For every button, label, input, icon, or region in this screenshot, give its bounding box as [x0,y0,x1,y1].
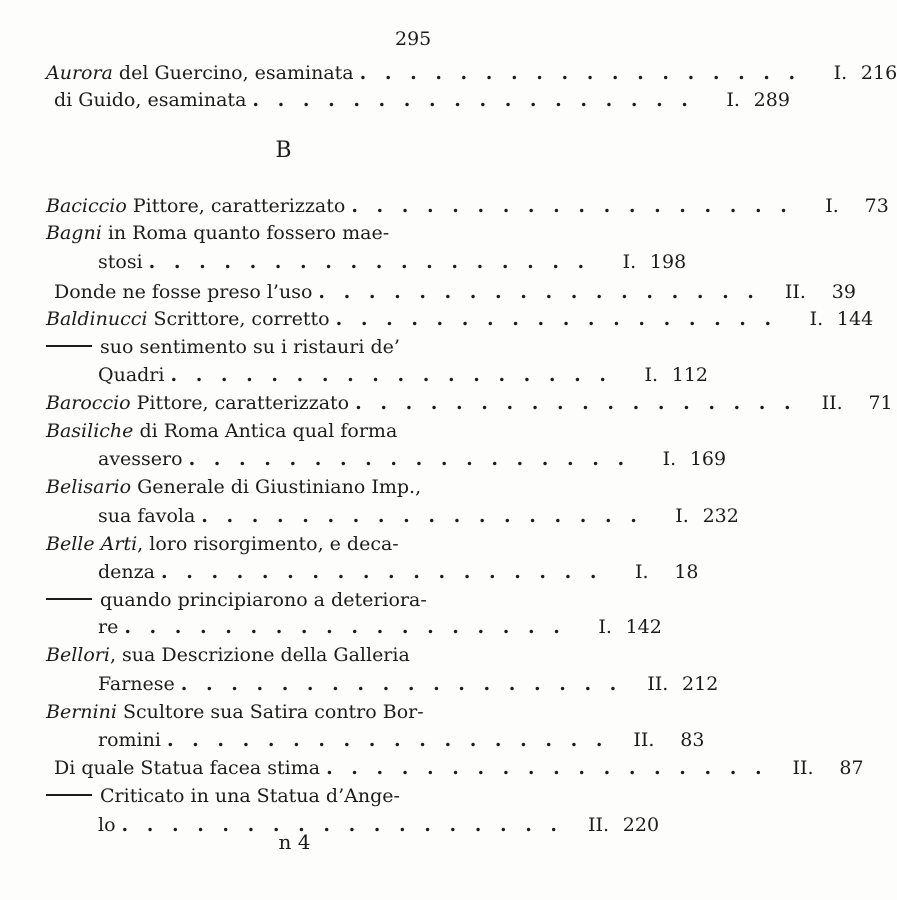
volume-number: I. [675,505,689,527]
index-line [46,531,466,558]
volume-number: II. [647,673,669,695]
page-reference: 212 [682,673,719,695]
entry-description: Criticato in una Statua d’Ange- [100,785,400,807]
volume-page-reference [774,755,864,782]
entry-text [54,755,320,782]
index-line [46,503,739,530]
entry-text [46,531,399,558]
dot-leader: . . . . . . . . . . . . . . . . . . [160,561,603,583]
volume-number: I. [622,251,637,273]
entry-description: Donde ne fosse preso l’uso [54,281,313,303]
index-line [46,87,790,114]
entry-description: Quadri [98,364,165,386]
entry-text [98,614,118,641]
entry-description: , sua Descrizione della Galleria [109,644,410,666]
entry-description: Generale di Giustiniano Imp., [131,476,422,498]
index-line [46,446,727,473]
index-line [46,755,864,782]
entry-text [98,503,195,530]
entry-description: avessero [98,448,183,470]
index-line [46,220,466,247]
volume-number: II. [821,392,843,414]
entry-text [46,60,354,87]
page-reference: 216 [860,62,897,84]
dot-leader: . . . . . . . . . . . . . . . . . . [201,505,643,527]
entry-text [100,783,400,810]
entry-description: stosi [98,251,143,273]
entry-description: Di quale Statua facea stima [54,757,321,779]
printer-signature: n 4 [278,830,311,854]
volume-page-reference [783,306,873,333]
volume-number: I. [825,195,839,217]
volume-page-reference [766,279,856,306]
entry-text [98,727,161,754]
page-reference: 289 [753,89,790,111]
index-line [46,418,466,445]
entry-description: Farnese [98,673,175,695]
dot-leader: . . . . . . . . . . . . . . . . . . [355,392,797,414]
entry-text [98,249,143,276]
dot-leader: . . . . . . . . . . . . . . . . . . [188,448,631,470]
dot-leader: . . . . . . . . . . . . . . . . . . [166,729,609,751]
entry-text [46,699,424,726]
volume-page-reference [649,503,739,530]
page-reference: 18 [674,561,699,583]
entry-description: suo sentimento su i ristauri de’ [100,336,400,358]
page-reference: 39 [831,281,856,303]
dot-leader: . . . . . . . . . . . . . . . . . . [326,757,768,779]
entry-description: Scrittore, corretto [147,308,330,330]
entry-text [46,418,397,445]
index-line [46,642,466,669]
dot-leader: . . . . . . . . . . . . . . . . . . [121,814,564,836]
entry-description: romini [98,729,161,751]
page-reference: 169 [689,448,727,470]
entry-description: di Guido, esaminata [54,89,247,111]
volume-number: I. [598,616,612,638]
entry-heading: Baldinucci [46,308,148,330]
index-line [46,249,687,276]
entry-description: sua favola [98,505,196,527]
entry-description: quando principiarono a deteriora- [100,589,427,611]
entry-heading: Baciccio [46,195,127,217]
entry-text [98,446,183,473]
dot-leader: . . . . . . . . . . . . . . . . . . [124,616,566,638]
entry-heading: Bellori [46,644,110,666]
entry-text [100,334,400,361]
page-reference: 87 [839,757,864,779]
entry-description: Pittore, caratterizzato [126,195,346,217]
entry-heading: Bernini [46,701,117,723]
volume-number: II. [633,729,655,751]
entry-text [98,362,164,389]
volume-page-reference [700,87,790,114]
dot-leader: . . . . . . . . . . . . . . . . . . [252,89,694,111]
volume-number: I. [809,308,824,330]
volume-page-reference [628,671,718,698]
volume-page-reference [609,559,699,586]
entry-description: Scultore sua Satira contro Bor- [116,701,424,723]
entry-heading: Belle Arti [46,533,138,555]
entry-text [46,306,330,333]
ditto-dash [46,794,92,796]
index-line [46,334,466,361]
index-line [46,474,466,501]
ditto-dash [46,345,92,347]
volume-number: I. [726,89,740,111]
volume-number: I. [644,364,658,386]
dot-leader: . . . . . . . . . . . . . . . . . . [148,251,591,273]
entry-heading: Baroccio [46,392,131,414]
page-reference: 144 [836,308,874,330]
entry-description: , loro risorgimento, e deca- [137,533,399,555]
index-line [46,587,466,614]
dot-leader: . . . . . . . . . . . . . . . . . . [180,673,623,695]
entry-text [46,390,349,417]
entry-heading: Aurora [46,62,113,84]
index-line [46,362,708,389]
volume-number: I. [662,448,677,470]
volume-page-reference [618,362,708,389]
entry-description: lo [98,814,116,836]
entry-text [46,193,345,220]
volume-number: I. [833,62,848,84]
entry-text [54,279,312,306]
volume-page-reference [799,193,889,220]
index-line [46,306,874,333]
page-reference: 71 [868,392,893,414]
volume-number: II. [587,814,610,836]
index-line [46,699,466,726]
entry-description: del Guercino, esaminata [112,62,354,84]
index-line [46,727,705,754]
volume-page-reference [614,727,704,754]
ditto-dash [46,598,92,600]
index-line [46,783,466,810]
entry-text [98,559,155,586]
index-line [46,390,893,417]
volume-page-reference [803,390,893,417]
index-line [46,614,662,641]
page-reference: 232 [702,505,739,527]
dot-leader: . . . . . . . . . . . . . . . . . . [335,308,778,330]
volume-page-reference [596,249,686,276]
entry-text [46,220,389,247]
entry-text [46,474,421,501]
page-reference: 83 [680,729,705,751]
entry-text [98,671,175,698]
entry-heading: Bagni [46,222,102,244]
volume-number: I. [634,561,649,583]
page-number: 295 [395,28,432,50]
entry-text [54,87,246,114]
entry-description: di Roma Antica qual forma [133,420,398,442]
entry-heading: Basiliche [46,420,134,442]
volume-page-reference [807,60,897,87]
index-line [46,60,897,87]
entry-text [46,642,410,669]
volume-page-reference [569,812,659,839]
volume-page-reference [572,614,662,641]
entry-description: in Roma quanto fossero mae- [101,222,390,244]
index-line [46,279,856,306]
dot-leader: . . . . . . . . . . . . . . . . . . [170,364,612,386]
page-reference: 220 [622,814,660,836]
entry-description: denza [98,561,155,583]
index-line [46,671,719,698]
entry-description: re [98,616,119,638]
page-reference: 73 [864,195,889,217]
page-reference: 198 [649,251,687,273]
volume-number: II. [784,281,806,303]
section-letter: B [275,138,292,163]
dot-leader: . . . . . . . . . . . . . . . . . . [359,62,802,84]
index-line [46,559,699,586]
index-line [46,193,889,220]
page-reference: 142 [625,616,662,638]
dot-leader: . . . . . . . . . . . . . . . . . . [351,195,793,217]
volume-number: II. [792,757,814,779]
page-reference: 112 [671,364,708,386]
volume-page-reference [636,446,726,473]
entry-description: Pittore, caratterizzato [130,392,350,414]
entry-text [100,587,427,614]
entry-heading: Belisario [46,476,132,498]
dot-leader: . . . . . . . . . . . . . . . . . . [318,281,760,303]
